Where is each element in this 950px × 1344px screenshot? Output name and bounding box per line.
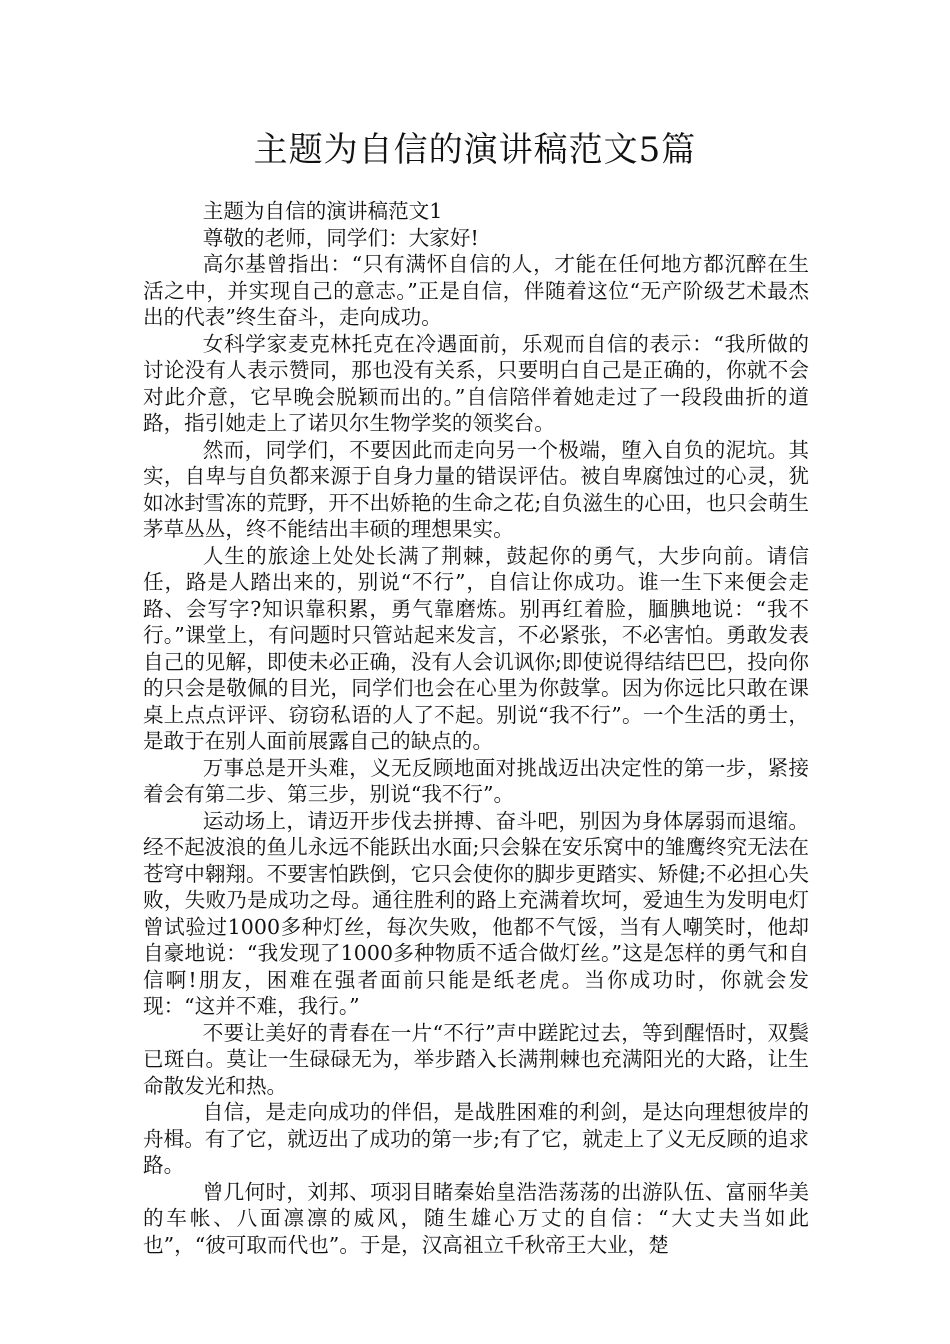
document-title: 主题为自信的演讲稿范文5篇	[253, 130, 697, 170]
paragraph: 万事总是开头难，义无反顾地面对挑战迈出决定性的第一步，紧接着会有第二步、第三步，别说“我不行”。	[143, 755, 809, 806]
paragraph: 自信，是走向成功的伴侣，是战胜困难的利剑，是达向理想彼岸的舟楫。有了它，就迈出了成功的第一步;有了它，就走上了义无反顾的追求路。	[143, 1100, 809, 1177]
paragraph: 高尔基曾指出：“只有满怀自信的人，才能在任何地方都沉醉在生活之中，并实现自己的意志。”正是自信，伴随着这位“无产阶级艺术最杰出的代表”终生奋斗，走向成功。	[143, 252, 809, 329]
paragraph: 女科学家麦克林托克在冷遇面前，乐观而自信的表示：“我所做的讨论没有人表示赞同，那也没有关系，只要明白自己是正确的，你就不会对此介意，它早晚会脱颖而出的。”自信陪伴着她走过了一段段曲折的道路，指引她走上了诺贝尔生物学奖的领奖台。	[143, 331, 809, 435]
section-heading: 主题为自信的演讲稿范文1	[202, 199, 443, 223]
paragraph: 不要让美好的青春在一片“不行”声中蹉跎过去，等到醒悟时，双鬓已斑白。莫让一生碌碌无为，举步踏入长满荆棘也充满阳光的大路，让生命散发光和热。	[143, 1020, 809, 1098]
document-body	[143, 198, 809, 1258]
paragraph: 曾几何时，刘邦、项羽目睹秦始皇浩浩荡荡的出游队伍、富丽华美的车帐、八面凛凛的威风，随生雄心万丈的自信：“大丈夫当如此也”，“彼可取而代也”。于是，汉高祖立千秋帝王大业，楚	[143, 1179, 809, 1257]
salutation: 尊敬的老师，同学们：大家好!	[202, 225, 479, 250]
paragraph: 运动场上，请迈开步伐去拼搏、奋斗吧，别因为身体孱弱而退缩。经不起波浪的鱼儿永远不能跃出水面;只会躲在安乐窝中的雏鹰终究无法在苍穹中翱翔。不要害怕跌倒，它只会使你的脚步更踏实、矫健;不必担心失败，失败乃是成功之母。通往胜利的路上充满着坎坷，爱迪生为发明电灯曾试验过1000多种灯丝，每次失败，他都不气馁，当有人嘲笑时，他却自豪地说：“我发现了1000多种物质不适合做灯丝。”这是怎样的勇气和自信啊!朋友，困难在强者面前只能是纸老虎。当你成功时，你就会发现：“这并不难，我行。”	[143, 808, 809, 1018]
paragraph: 然而，同学们，不要因此而走向另一个极端，堕入自负的泥坑。其实，自卑与自负都来源于自身力量的错误评估。被自卑腐蚀过的心灵，犹如冰封雪冻的荒野，开不出娇艳的生命之花;自负滋生的心田，也只会萌生茅草丛丛，终不能结出丰硕的理想果实。	[143, 437, 809, 541]
paragraph: 人生的旅途上处处长满了荆棘，鼓起你的勇气，大步向前。请信任，路是人踏出来的，别说“不行”，自信让你成功。谁一生下来便会走路、会写字?知识靠积累，勇气靠磨炼。别再红着脸，腼腆地说：“我不行。”课堂上，有问题时只管站起来发言，不必紧张，不必害怕。勇敢发表自己的见解，即使未必正确，没有人会讥讽你;即使说得结结巴巴，投向你的只会是敬佩的目光，同学们也会在心里为你鼓掌。因为你远比只敢在课桌上点点评评、窃窃私语的人了不起。别说“我不行”。一个生活的勇士，是敢于在别人面前展露自己的缺点的。	[143, 543, 809, 753]
